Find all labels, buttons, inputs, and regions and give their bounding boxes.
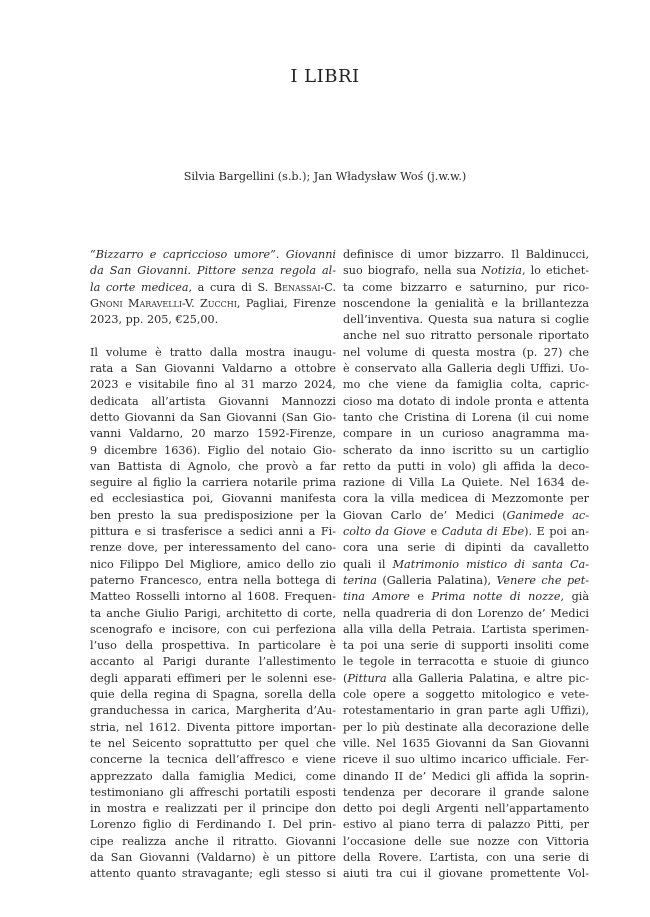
text-segment: van Battista di Agnolo, che provò a far [90,459,336,473]
text-line [343,328,589,344]
text-line [343,361,589,377]
text-line [343,557,589,573]
text-line [90,377,336,393]
text-line [343,443,589,459]
text-line [90,280,336,296]
text-segment: Ganimede ac- [506,508,589,522]
text-segment: paterno Francesco, entra nella bottega di [90,573,336,587]
text-line [90,557,336,573]
text-line [343,377,589,393]
text-segment: -C. [320,280,337,294]
text-line [343,312,589,328]
text-segment: Matrimonio mistico di santa Ca- [392,557,590,571]
text-segment: aiuti tra cui il giovane promettente Vol- [343,867,589,881]
text-segment: , già [560,590,589,604]
text-segment: cole opere a soggetto mitologico e vete- [343,688,589,702]
text-segment: seguire al figlio la carriera notarile prima [90,476,336,490]
text-line [90,606,336,622]
text-segment: stria, nel 1612. Diventa pittore importan- [90,720,336,734]
text-segment: te nel Seicento soprattutto per quel che [90,736,336,750]
text-segment: ta anche Giulio Parigi, architetto di corte, [90,606,336,620]
text-line [90,573,336,589]
text-segment: e [425,525,442,539]
text-segment: terina [343,573,377,587]
text-segment: vanni Valdarno, 20 marzo 1592-Firenze, [90,427,336,441]
text-line [343,491,589,507]
text-segment: razione di Villa La Quiete. Nel 1634 de- [343,476,589,490]
text-line [90,361,336,377]
text-line [90,524,336,540]
text-line [343,671,589,687]
text-segment: e [409,590,432,604]
text-line [343,247,589,263]
text-line [343,834,589,850]
text-line [90,312,336,328]
text-segment: alla Galleria Palatina, e altre pic- [386,671,589,685]
text-line [343,752,589,768]
text-line [90,801,336,817]
text-segment: anche nel suo ritratto personale riportato [343,329,589,343]
text-segment: “Bizzarro e capriccioso umore”. Giovanni [90,248,336,261]
text-segment: concerne la tecnica dell’affresco e viene [90,753,336,767]
text-line [343,687,589,703]
text-segment: Zucchi [200,296,237,310]
text-segment: noscendone la genialità e la brillantezza [343,296,589,310]
text-segment: -V. [182,296,201,310]
text-line [343,638,589,654]
text-line [90,654,336,670]
text-line [343,801,589,817]
text-segment: , Pagliai, Firenze [236,296,336,310]
text-line [90,247,336,263]
authors-line: Silvia Bargellini (s.b.); Jan Władysław Woś (j.w.w.) [183,170,467,183]
text-segment: degli apparati effimeri per le solenni ese- [90,671,336,685]
text-segment: da San Giovanni (Valdarno) è un pittore [90,850,336,864]
text-line [343,703,589,719]
text-line [90,443,336,459]
text-line [90,850,336,866]
text-line [343,296,589,312]
text-line [90,834,336,850]
text-segment: alla villa della Petraia. L’artista sperimen- [343,622,589,636]
text-line [90,475,336,491]
text-line [343,459,589,475]
text-line [343,589,589,605]
text-line [90,263,336,279]
text-segment: Matteo Rosselli intorno al 1608. Frequen- [90,590,336,604]
text-segment: dell’inventiva. Questa sua natura si coglie [343,313,589,327]
text-line [343,785,589,801]
text-line [343,263,589,279]
text-segment: è conservato alla Galleria degli Uffizi. Uo- [343,362,589,376]
text-segment: 9 dicembre 1636). Figlio del notaio Gio- [90,443,336,457]
text-segment: cioso ma dotato di indole pronta e attenta [343,394,589,408]
text-segment: l’occasione delle sue nozze con Vittoria [343,834,589,848]
text-line [343,866,589,882]
text-segment: Venere che pet- [496,573,590,587]
text-segment: (Galleria Palatina), [376,573,497,587]
text-segment: , a cura di S. [188,280,274,294]
text-segment: testimoniano gli affreschi portatili esposti [90,785,336,799]
text-segment: ville. Nel 1635 Giovanni da San Giovanni [343,736,589,750]
text-segment: quali il [343,557,393,571]
text-segment: compare in un curioso anagramma ma- [343,427,589,441]
text-line [90,638,336,654]
text-line [90,703,336,719]
text-segment: tendenza per decorare il grande salone [343,785,589,799]
text-line [343,475,589,491]
text-segment: 2023, pp. 205, €25,00. [90,313,219,327]
text-segment: rotestamentario in gran parte agli Uffizi), [343,704,589,718]
text-line [343,410,589,426]
text-line [343,573,589,589]
text-segment: Caduta di Ebe [441,525,525,539]
text-line [90,752,336,768]
text-line [90,866,336,882]
text-segment: Notizia [481,264,522,278]
text-segment: nel volume di questa mostra (p. 27) che [343,345,589,359]
text-segment: Gnoni Maravelli [90,296,183,310]
text-line [90,671,336,687]
text-segment: nico Filippo Del Migliore, amico dello zio [90,557,336,571]
text-line [90,345,336,361]
text-segment: Benassai [273,280,321,294]
text-segment: da San Giovanni. Pittore senza regola al- [90,264,336,278]
text-line [90,508,336,524]
text-segment: Il volume è tratto dalla mostra inaugu- [90,345,336,359]
text-line [343,280,589,296]
text-line [343,736,589,752]
text-line [343,769,589,785]
text-segment: per lo più destinate alla decorazione delle [343,720,589,734]
text-segment: la corte medicea [90,280,189,294]
text-segment: renze dove, per interessamento del cano- [90,541,336,555]
text-line [90,687,336,703]
text-segment: Lorenzo figlio di Ferdinando I. Del prin- [90,818,336,832]
text-line [90,622,336,638]
text-segment: scenografo e incisore, con cui perfeziona [90,622,336,636]
text-segment: attento quanto stravagante; egli stesso si [90,867,336,881]
text-segment: detto Giovanni da San Giovanni (San Gio- [90,410,336,424]
text-segment: tanto che Cristina di Lorena (il cui nome [343,410,589,424]
text-segment: , lo etichet- [521,264,590,278]
text-line [343,720,589,736]
text-segment: le tegole in terracotta e stuoie di giunco [343,655,589,669]
right-column [343,247,589,883]
text-segment: mo che viene da famiglia colta, capric- [343,378,589,392]
text-segment: apprezzato dalla famiglia Medici, come [90,769,336,783]
text-line [343,345,589,361]
text-segment: nella quadreria di don Lorenzo de’ Medici [343,606,589,620]
text-segment: tina Amore [343,590,410,604]
page-title: I LIBRI [290,66,360,87]
text-line [343,524,589,540]
text-line [90,736,336,752]
text-line [90,459,336,475]
text-segment: Pittura [347,671,387,685]
text-segment: ed ecclesiastica poi, Giovanni manifesta [90,492,336,506]
text-line [343,606,589,622]
text-segment: ta poi una serie di supporti insoliti come [343,639,589,653]
text-line [343,508,589,524]
text-line [343,850,589,866]
text-segment: della Rovere. L’artista, con una serie di [343,850,589,864]
text-segment: retto da putti in volo) gli affida la deco- [343,459,589,473]
text-segment: scherato da inno iscritto su un cartiglio [343,443,589,457]
text-segment: l’uso della prospettiva. In particolare è [90,639,336,653]
text-segment: colto da Giove [343,525,426,539]
text-segment: cora la villa medicea di Mezzomonte per [343,492,589,506]
text-line [90,410,336,426]
text-segment: Giovan Carlo de’ Medici ( [343,508,507,522]
left-column [90,247,336,883]
text-line [343,540,589,556]
text-line [90,296,336,312]
text-segment: quie della regina di Spagna, sorella della [90,688,336,702]
text-segment: definisce di umor bizzarro. Il Baldinucci, [343,248,589,261]
text-line [90,769,336,785]
text-line [343,817,589,833]
text-line [343,426,589,442]
text-segment: ta come bizzarro e saturnino, pur rico- [343,280,589,294]
text-line [90,589,336,605]
text-segment: ben presto la sua predisposizione per la [90,508,336,522]
text-segment: riceve il suo ultimo incarico ufficiale. Fer- [343,753,589,767]
text-segment: 2023 e visitabile fino al 31 marzo 2024, [90,378,336,392]
text-segment: ( [343,671,348,685]
text-line [90,491,336,507]
text-segment: dinando II de’ Medici gli affida la soprin- [343,769,589,783]
text-segment: dedicata all’artista Giovanni Mannozzi [90,394,336,408]
text-line [90,540,336,556]
text-segment: estivo al piano terra di palazzo Pitti, per [343,818,589,832]
text-segment: pittura e si trasferisce a sedici anni a Fi- [90,525,336,539]
text-segment: suo biografo, nella sua [343,264,482,278]
text-segment: in mostra e realizzati per il principe don [90,802,336,816]
text-segment: accanto al Parigi durante l’allestimento [90,655,336,669]
text-segment: cora una serie di dipinti da cavalletto [343,541,589,555]
text-segment: detto poi degli Argenti nell’appartamento [343,802,589,816]
text-line [90,785,336,801]
text-segment: rata a San Giovanni Valdarno a ottobre [90,362,336,376]
text-line [90,394,336,410]
text-line [90,817,336,833]
text-line [90,426,336,442]
paragraph-gap [90,328,336,344]
text-segment: Prima notte di nozze [431,590,561,604]
text-segment: ). E poi an- [524,525,589,539]
text-segment: granduchessa in carica, Margherita d’Au- [90,704,336,718]
text-line [343,622,589,638]
text-line [90,720,336,736]
text-line [343,654,589,670]
text-segment: cipe realizza anche il ritratto. Giovanni [90,834,336,848]
text-line [343,394,589,410]
